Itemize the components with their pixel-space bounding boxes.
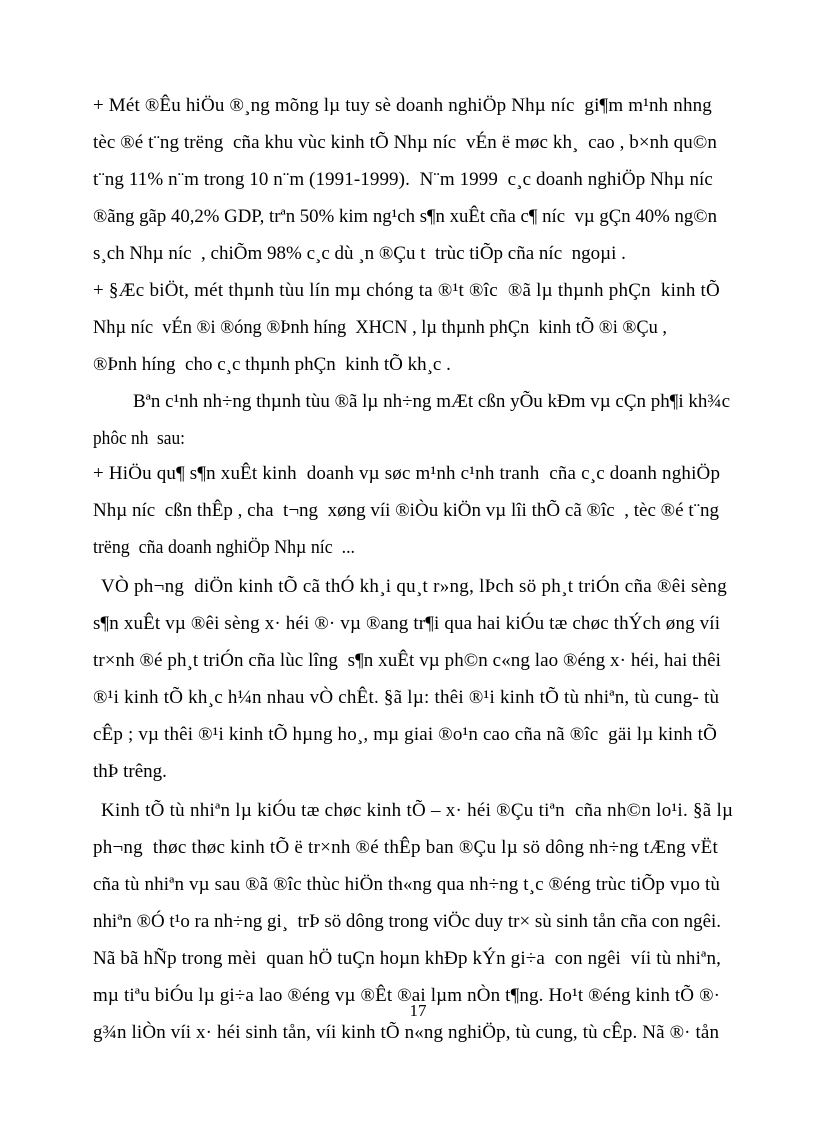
text-line: s¶n xuÊt vµ ®êi sèng x· héi ®· vµ ®ang tr¶i qua hai kiÓu tæ chøc thÝch øng víi [93,613,721,634]
text-line: ®ãng gãp 40,2% GDP, trªn 50% kim ng¹ch s¶n xuÊt cña c¶ níc vµ gÇn 40% ng©n [93,206,717,227]
text-line: cña tù nhiªn vµ sau ®ã ®îc thùc hiÖn th«ng qua nh÷ng t¸c ®éng trùc tiÕp vµo tù [93,874,721,895]
text-line: ph¬ng thøc thøc kinh tÕ ë tr×nh ®é thÊp ban ®Çu lµ sö dông nh÷ng tÆng vËt [93,837,719,858]
text-line: Kinh tÕ tù nhiªn lµ kiÓu tæ chøc kinh tÕ – x· héi ®Çu tiªn cña nh©n lo¹i. §ã lµ [101,800,734,821]
text-line: g¾n liÒn víi x· héi sinh tån, víi kinh tÕ n«ng nghiÖp, tù cung, tù cÊp. Nã ®· tån [93,1022,720,1043]
text-line: mµ tiªu biÓu lµ gi÷a lao ®éng vµ ®Êt ®ai lµm nÒn t¶ng. Ho¹t ®éng kinh tÕ ®· [93,985,721,1006]
text-line: VÒ ph¬ng diÖn kinh tÕ cã thÓ kh¸i qu¸t r»ng, lÞch sö ph¸t triÓn cña ®êi sèng [101,576,727,597]
text-line: Nã bã hÑp trong mèi quan hÖ tuÇn hoµn khÐp kÝn gi÷a con ngêi víi tù nhiªn, [93,948,722,969]
text-line: Bªn c¹nh nh÷ng thµnh tùu ®ã lµ nh÷ng mÆt cßn yÕu kÐm vµ cÇn ph¶i kh¾c [133,391,731,412]
text-line: Nhµ níc cßn thÊp , cha t¬ng xøng víi ®iÒu kiÖn vµ lîi thÕ cã ®îc , tèc ®é t¨ng [93,500,719,521]
text-line: ®¹i kinh tÕ kh¸c h¼n nhau vÒ chÊt. §ã lµ: thêi ®¹i kinh tÕ tù nhiªn, tù cung- tù [93,687,720,708]
text-line: ®Þnh híng cho c¸c thµnh phÇn kinh tÕ kh¸c . [93,354,451,375]
text-line: Nhµ níc vÉn ®i ®óng ®Þnh híng XHCN , lµ thµnh phÇn kinh tÕ ®i ®Çu , [93,317,668,338]
page-number: 17 [409,1001,427,1020]
text-line: tr×nh ®é ph¸t triÓn cña lùc lîng s¶n xuÊt vµ ph©n c«ng lao ®éng x· héi, hai thêi [93,650,721,671]
text-line: t¨ng 11% n¨m trong 10 n¨m (1991-1999). N¨m 1999 c¸c doanh nghiÖp Nhµ níc [93,169,713,190]
text-line: + Mét ®Êu hiÖu ®¸ng mõng lµ tuy sè doanh nghiÖp Nhµ níc gi¶m m¹nh nhng [93,95,712,116]
text-line: trëng cña doanh nghiÖp Nhµ níc ... [93,537,356,558]
text-line: cÊp ; vµ thêi ®¹i kinh tÕ hµng ho¸, mµ giai ®o¹n cao cña nã ®îc gäi lµ kinh tÕ [93,724,717,745]
text-line: thÞ trêng. [93,761,167,782]
text-line: tèc ®é t¨ng trëng cña khu vùc kinh tÕ Nhµ níc vÉn ë møc kh¸ cao , b×nh qu©n [93,132,717,153]
text-line: + §Æc biÖt, mét thµnh tùu lín mµ chóng ta ®¹t ®îc ®ã lµ thµnh phÇn kinh tÕ [93,280,721,301]
text-line: nhiªn ®Ó t¹o ra nh÷ng gi¸ trÞ sö dông trong viÖc duy tr× sù sinh tån cña con ngêi. [93,911,722,932]
text-line: s¸ch Nhµ níc , chiÕm 98% c¸c dù ¸n ®Çu t trùc tiÕp cña níc ngoµi . [93,243,626,264]
text-line: + HiÖu qu¶ s¶n xuÊt kinh doanh vµ søc m¹nh c¹nh tranh cña c¸c doanh nghiÖp [93,463,721,484]
text-line: phôc nh sau: [93,428,185,449]
